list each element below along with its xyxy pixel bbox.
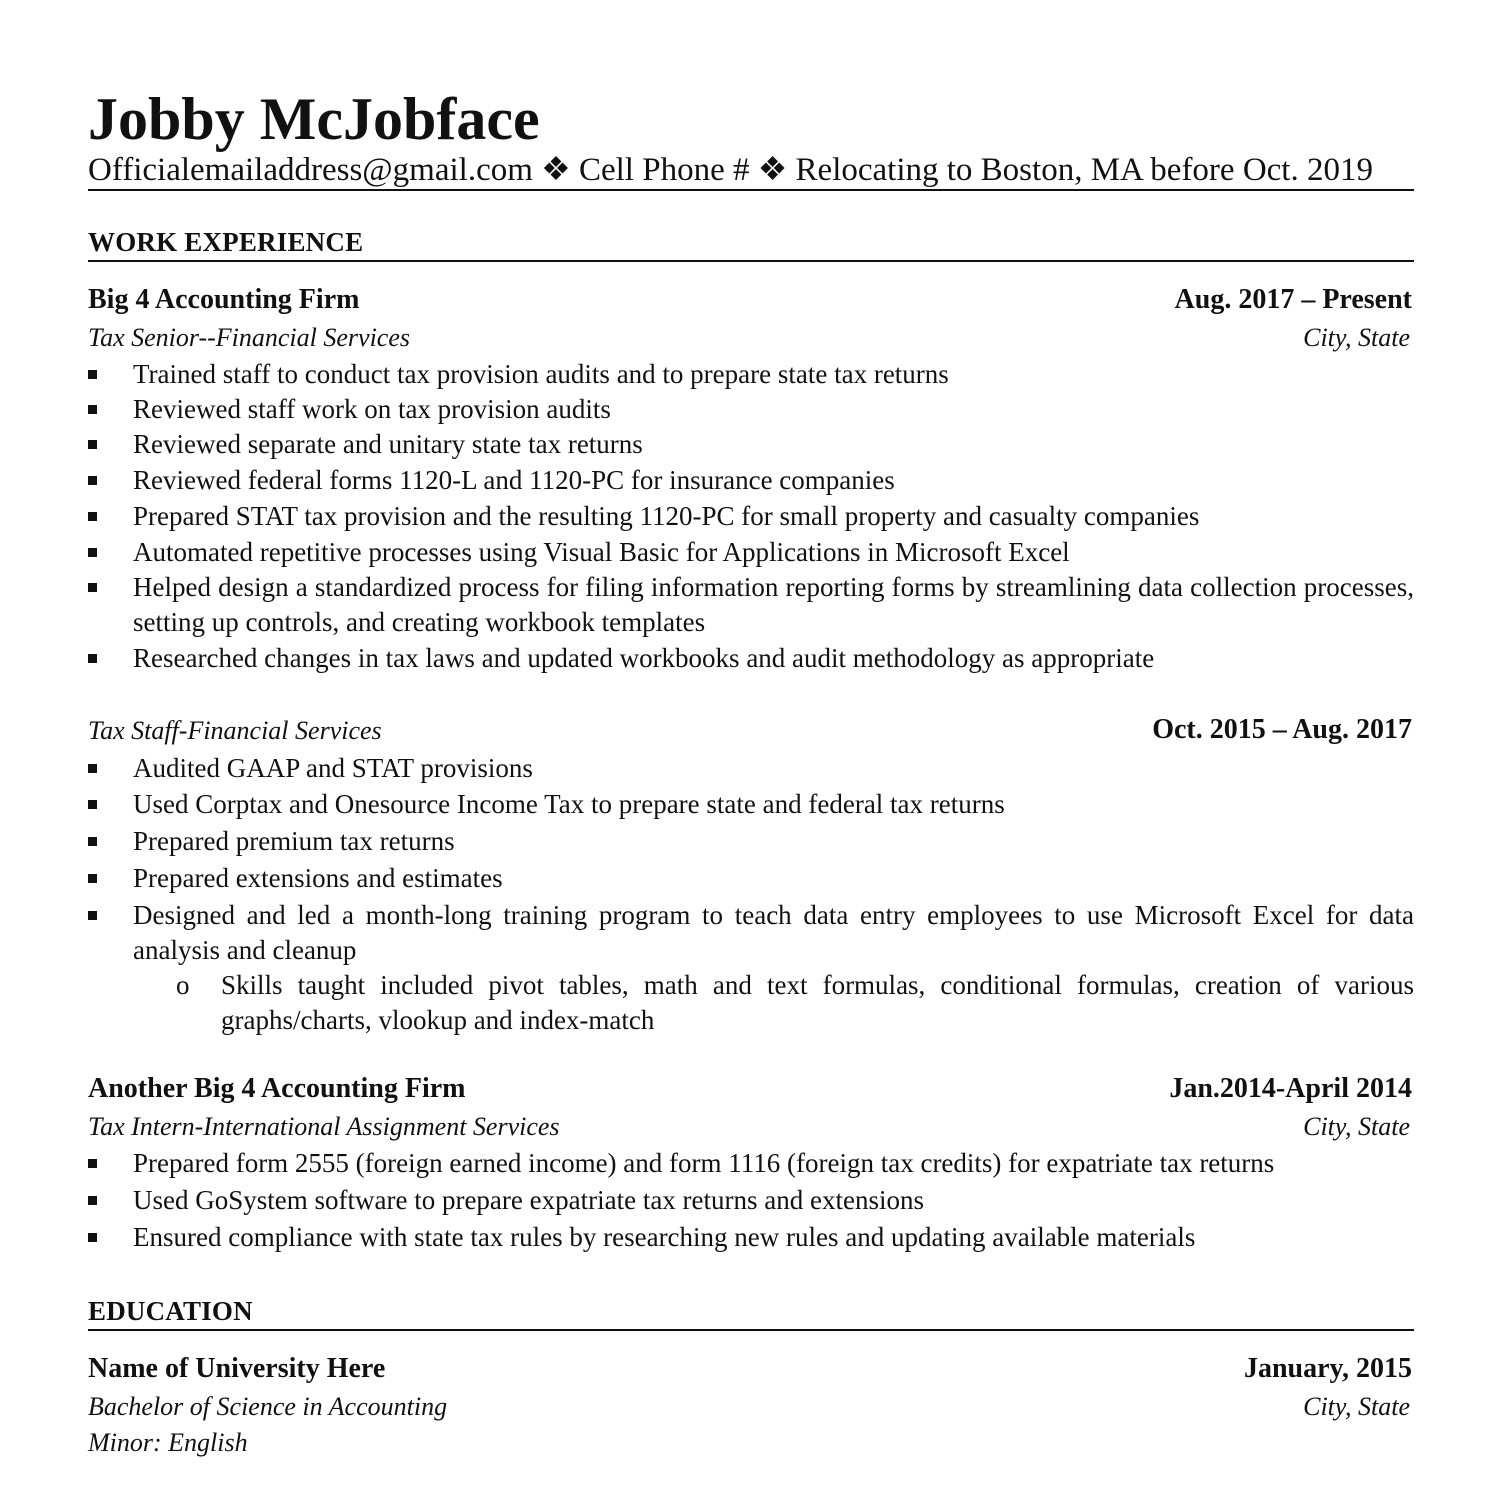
list-item: Prepared extensions and estimates bbox=[88, 861, 1414, 896]
bullet-marker bbox=[88, 548, 97, 557]
contact-line: Officialemailaddress@gmail.com ❖ Cell Phone # ❖ Relocating to Boston, MA before Oct. 2019 bbox=[88, 152, 1373, 188]
job-title: Tax Senior--Financial Services bbox=[88, 323, 411, 352]
job-location: City, State bbox=[1303, 323, 1410, 352]
bullet-marker bbox=[88, 1233, 97, 1242]
list-item: Helped design a standardized process for filing information reporting forms by streamlining data collection processes, setting up controls, and creating workbook templates bbox=[88, 570, 1414, 640]
bullet-marker bbox=[88, 405, 97, 414]
list-item: Used Corptax and Onesource Income Tax to prepare state and federal tax returns bbox=[88, 787, 1414, 822]
bullet-marker bbox=[88, 370, 97, 379]
job-title: Tax Staff-Financial Services bbox=[88, 716, 382, 745]
minor: Minor: English bbox=[88, 1428, 248, 1457]
list-item: Trained staff to conduct tax provision audits and to prepare state tax returns bbox=[88, 357, 1414, 392]
candidate-name: Jobby McJobface bbox=[88, 86, 540, 152]
list-item: Prepared form 2555 (foreign earned income) and form 1116 (foreign tax credits) for expatriate tax returns bbox=[88, 1146, 1414, 1181]
header-divider bbox=[88, 189, 1414, 191]
bullet-marker bbox=[88, 874, 97, 883]
sub-bullet-marker: o bbox=[176, 970, 190, 1000]
bullet-marker bbox=[88, 1196, 97, 1205]
bullet-marker bbox=[88, 476, 97, 485]
bullet-marker bbox=[88, 654, 97, 663]
employment-dates: Aug. 2017 – Present bbox=[1174, 284, 1412, 315]
school-name: Name of University Here bbox=[88, 1353, 386, 1384]
list-item: Reviewed staff work on tax provision audits bbox=[88, 392, 1414, 427]
employment-dates: Oct. 2015 – Aug. 2017 bbox=[1152, 714, 1412, 745]
bullet-marker bbox=[88, 440, 97, 449]
sub-list-item: o Skills taught included pivot tables, math and text formulas, conditional formulas, creation of various graphs/charts, vlookup and index-match bbox=[176, 970, 1414, 1035]
employer-name: Another Big 4 Accounting Firm bbox=[88, 1073, 466, 1104]
graduation-date: January, 2015 bbox=[1243, 1353, 1412, 1384]
employment-dates: Jan.2014-April 2014 bbox=[1169, 1073, 1412, 1104]
list-item: Reviewed separate and unitary state tax returns bbox=[88, 427, 1414, 462]
bullet-marker bbox=[88, 764, 97, 773]
bullet-marker bbox=[88, 911, 97, 920]
section-divider-education bbox=[88, 1329, 1414, 1331]
list-item: Prepared premium tax returns bbox=[88, 824, 1414, 859]
section-heading-education: EDUCATION bbox=[88, 1296, 253, 1326]
bullet-marker bbox=[88, 837, 97, 846]
list-item: Audited GAAP and STAT provisions bbox=[88, 751, 1414, 786]
list-item: Prepared STAT tax provision and the resulting 1120-PC for small property and casualty companies bbox=[88, 499, 1414, 534]
bullet-marker bbox=[88, 512, 97, 521]
bullet-marker bbox=[88, 1159, 97, 1168]
list-item: Used GoSystem software to prepare expatriate tax returns and extensions bbox=[88, 1183, 1414, 1218]
bullet-marker bbox=[88, 583, 97, 592]
job-title: Tax Intern-International Assignment Services bbox=[88, 1112, 560, 1141]
list-item: Designed and led a month-long training program to teach data entry employees to use Microsoft Excel for data analysis and cleanup bbox=[88, 898, 1414, 968]
list-item: Automated repetitive processes using Visual Basic for Applications in Microsoft Excel bbox=[88, 535, 1414, 570]
list-item: Reviewed federal forms 1120-L and 1120-PC for insurance companies bbox=[88, 463, 1414, 498]
section-heading-work: WORK EXPERIENCE bbox=[88, 227, 364, 257]
degree: Bachelor of Science in Accounting bbox=[88, 1392, 448, 1421]
school-location: City, State bbox=[1303, 1392, 1410, 1421]
bullet-marker bbox=[88, 800, 97, 809]
list-item: Ensured compliance with state tax rules by researching new rules and updating available materials bbox=[88, 1220, 1414, 1255]
job-location: City, State bbox=[1303, 1112, 1410, 1141]
section-divider-work bbox=[88, 260, 1414, 262]
employer-name: Big 4 Accounting Firm bbox=[88, 284, 360, 315]
list-item: Researched changes in tax laws and updated workbooks and audit methodology as appropriate bbox=[88, 641, 1414, 676]
